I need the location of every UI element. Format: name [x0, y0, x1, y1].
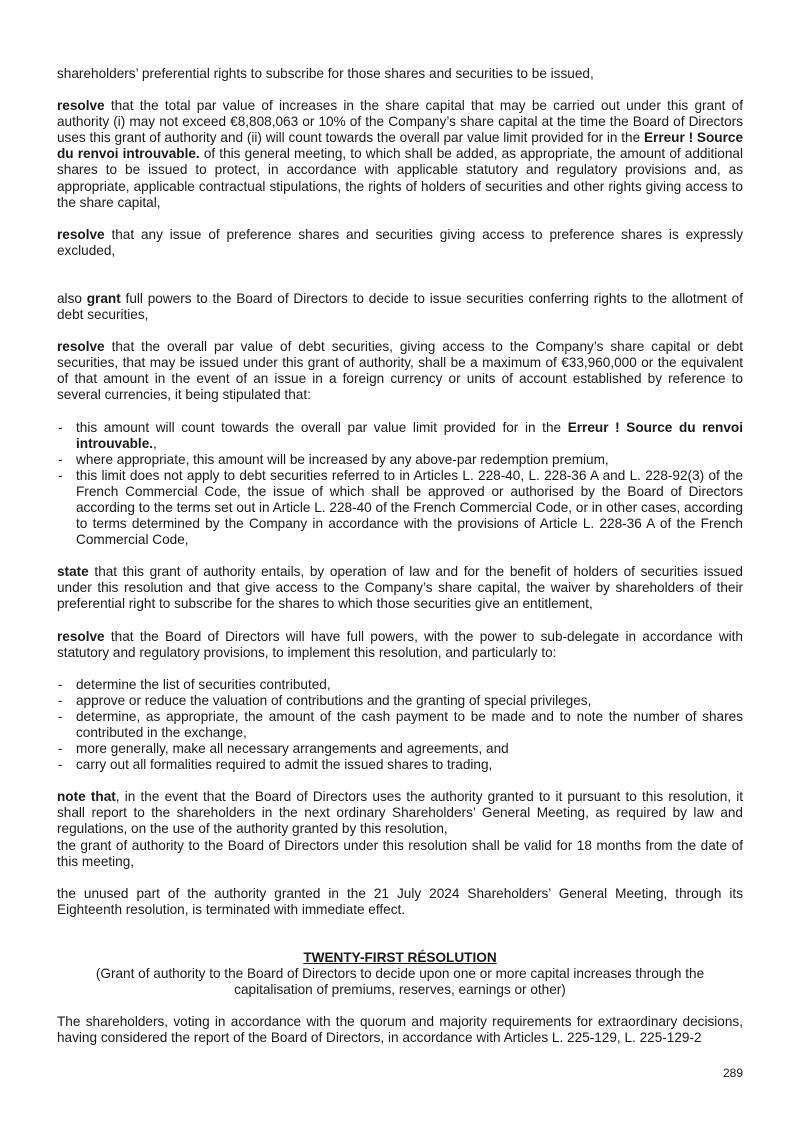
- keyword-state: state: [57, 564, 89, 580]
- paragraph-resolve-board-powers: resolve that the Board of Directors will have full powers, with the power to sub-delegate in accordance with statutory and regulatory provisions, to implement this resolution, and particularly to:: [57, 628, 743, 660]
- paragraph-resolve-debt-securities: resolve that the overall par value of debt securities, giving access to the Company’s share capital or debt securities, that may be issued under this grant of authority, shall be a maximum of €33,960,000 or the equivalent of that amount in the event of an issue in a foreign currency or units of account established by reference to several currencies, it being stipulated that:: [57, 339, 743, 403]
- paragraph-state-waiver: state that this grant of authority entails, by operation of law and for the benefit of holders of securities issued under this resolution and that give access to the Company’s share capital, the waiver by shareholders of their preferential right to subscribe for the shares to which those securities give an entitlement,: [57, 564, 743, 612]
- paragraph-preferential-rights: shareholders’ preferential rights to subscribe for those shares and securities to be issued,: [57, 66, 594, 81]
- paragraph-unused-authority: the unused part of the authority granted in the 21 July 2024 Shareholders’ General Meeting, through its Eighteenth resolution, is terminated with immediate effect.: [57, 885, 743, 917]
- board-powers-list: [57, 677, 743, 774]
- paragraph-note-that: note that, in the event that the Board of Directors uses the authority granted to it pursuant to this resolution, it shall report to the shareholders in the next ordinary Shareholders’ General Meeting, as required by law and regulations, on the use of the authority granted by this resolution,: [57, 789, 744, 837]
- paragraph-resolve-preference-shares: resolve that any issue of preference shares and securities giving access to preference shares is expressly excluded,: [57, 226, 743, 258]
- debt-limit-list: [57, 420, 743, 549]
- paragraph-validity: the grant of authority to the Board of Directors under this resolution shall be valid for 18 months from the date of this meeting,: [57, 837, 743, 869]
- resolution-title: TWENTY-FIRST RÉSOLUTION: [303, 949, 497, 965]
- keyword-note-that: note that: [57, 789, 116, 805]
- list-item: - more generally, make all necessary arrangements and agreements, and: [57, 741, 743, 757]
- keyword-grant: grant: [86, 290, 121, 306]
- list-item: - determine the list of securities contributed,: [57, 677, 743, 693]
- keyword-resolve: resolve: [57, 226, 105, 242]
- list-item: - carry out all formalities required to admit the issued shares to trading,: [57, 757, 743, 773]
- list-item: - determine, as appropriate, the amount of the cash payment to be made and to note the number of shares contributed in the exchange,: [57, 709, 743, 741]
- broken-reference: Erreur ! Source du renvoi introuvable.: [76, 419, 743, 451]
- paragraph-resolve-par-value: resolve that the total par value of increases in the share capital that may be carried out under this grant of authority (i) may not exceed €8,808,063 or 10% of the Company’s share capital at the time the Board of Directors uses this grant of authority and (ii) will count towards the overall par value limit provided for in the Erreur ! Source du renvoi introuvable. of this general meeting, to which shall be added, as appropriate, the amount of additional shares to be issued to protect, in accordance with applicable statutory and regulatory provisions and, as appropriate, applicable contractual stipulations, the rights of holders of securities and other rights giving access to the share capital,: [57, 98, 744, 210]
- list-item: - where appropriate, this amount will be increased by any above-par redemption premium,: [57, 452, 743, 468]
- list-item: - this limit does not apply to debt securities referred to in Articles L. 228-40, L. 228-36 A and L. 228-92(3) of the French Commercial Code, the issue of which shall be approved or authorised by the Board of Directors according to the terms set out in Article L. 228-40 of the French Commercial Code, or in other cases, according to terms determined by the Company in accordance with the provisions of Article L. 228-36 A of the French Commercial Code,: [57, 468, 743, 548]
- paragraph-shareholders-voting: The shareholders, voting in accordance with the quorum and majority requirements for extraordinary decisions, having considered the report of the Board of Directors, in accordance with Articles L. 225-129, L. 225-129-2: [57, 1014, 743, 1046]
- keyword-resolve: resolve: [57, 98, 105, 114]
- keyword-resolve: resolve: [57, 628, 105, 644]
- paragraph-grant-full-powers: also grant full powers to the Board of Directors to decide to issue securities conferring rights to the allotment of debt securities,: [57, 290, 743, 323]
- list-item: - approve or reduce the valuation of contributions and the granting of special privileges,: [57, 693, 743, 709]
- broken-reference: Erreur ! Source du renvoi introuvable.: [57, 130, 744, 162]
- resolution-subtitle: (Grant of authority to the Board of Directors to decide upon one or more capital increases through the capitalisation of premiums, reserves, earnings or other): [95, 966, 705, 998]
- list-item: - this amount will count towards the overall par value limit provided for in the Erreur ! Source du renvoi introuvable.,: [57, 420, 743, 452]
- keyword-resolve: resolve: [57, 339, 105, 355]
- page-number: 289: [722, 1066, 743, 1080]
